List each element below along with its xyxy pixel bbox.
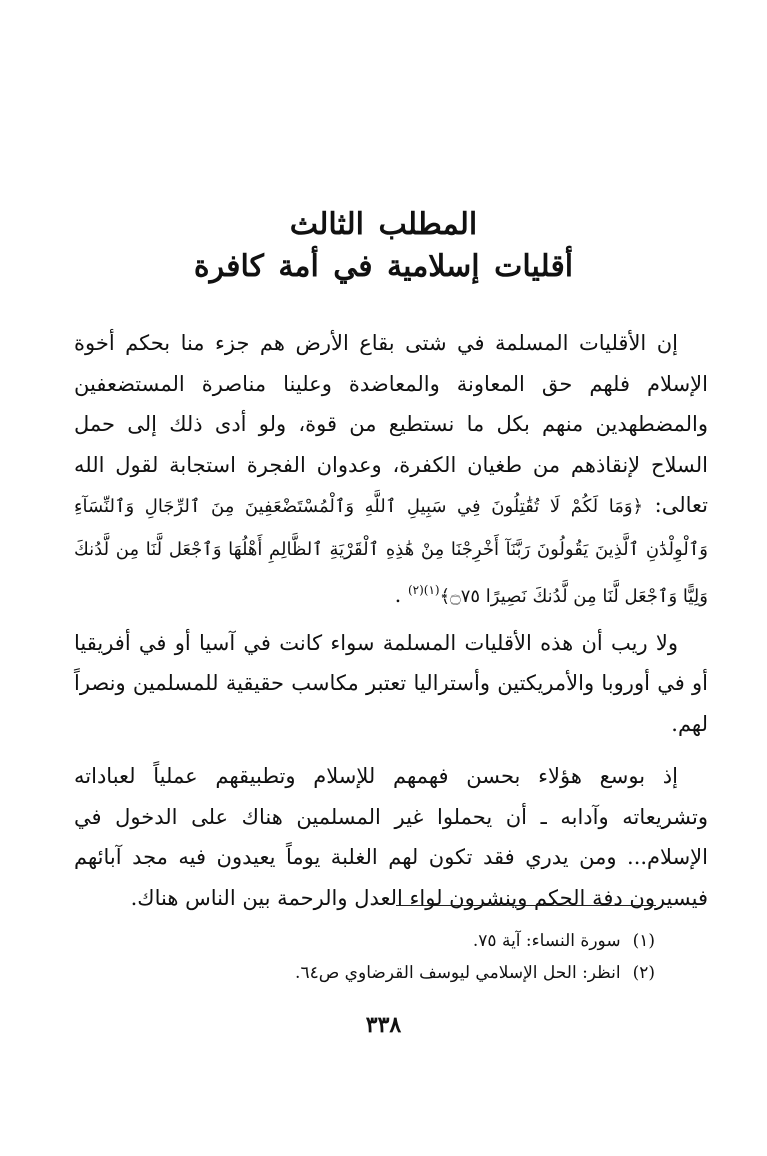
quran-open-bracket: ﴿ [632, 496, 644, 517]
quran-verse-text: وَمَا لَكُمْ لَا تُقَٰتِلُونَ فِي سَبِيلِ ٱللَّهِ وَٱلْمُسْتَضْعَفِينَ مِنَ ٱلرِّجَالِ وَٱلنِّسَآءِ وَٱلْوِلْدَٰنِ ٱلَّذِينَ يَقُولُونَ رَبَّنَآ أَخْرِجْنَا مِنْ هَٰذِهِ ٱلْقَرْيَةِ ٱلظَّالِمِ أَهْلُهَا وَٱجْعَل لَّنَا مِن لَّدُنكَ وَلِيًّا وَٱجْعَل لَّنَا مِن لَّدُنكَ نَصِيرًا [74, 496, 708, 607]
footnote-number: (٢) [632, 963, 655, 983]
paragraph-1 [74, 323, 708, 618]
ayah-number-marker: ۝٧٥ [450, 586, 481, 607]
footnote-text: سورة النساء: آية ٧٥. [472, 931, 621, 951]
paragraph-1-intro: إن الأقليات المسلمة في شتى بقاع الأرض هم جزء منا بحكم أخوة الإسلام فلهم حق المعاونة والمعاضدة وعلينا مناصرة المستضعفين والمضطهدين منهم بكل ما نستطيع من قوة، ولو أدى ذلك إلى حمل السلاح لإنقاذهم من طغيان الكفرة، وعدوان الفجرة استجابة لقول الله تعالى: [74, 331, 708, 517]
page-number: ٣٣٨ [365, 1012, 402, 1038]
paragraph-2: ولا ريب أن هذه الأقليات المسلمة سواء كانت في آسيا أو في أفريقيا أو في أوروبا والأمريكتين وأستراليا تعتبر مكاسب حقيقية للمسلمين ونصراً لهم. [74, 630, 708, 736]
footnote-number: (١) [632, 931, 655, 951]
section-heading: المطلب الثالث [289, 207, 478, 242]
paragraph-1-end: . [394, 583, 402, 607]
section-title: أقليات إسلامية في أمة كافرة [193, 249, 574, 284]
footnote-text: انظر: الحل الإسلامي ليوسف القرضاوي ص٦٤. [295, 963, 621, 983]
body-text [74, 323, 708, 918]
footnotes [215, 925, 655, 989]
quran-verse [74, 496, 708, 607]
footnote-2 [215, 957, 655, 989]
footnote-references: (١)(٢) [407, 583, 440, 597]
paragraph-3: إذ بوسع هؤلاء بحسن فهمهم للإسلام وتطبيقهم عملياً لعباداته وتشريعاته وآدابه ـ أن يحملوا غير المسلمين هناك على الدخول في الإسلام... ومن يدري فقد تكون لهم الغلبة يوماً يعيدون فيه مجد آبائهم فيسيرون دفة الحكم وينشرون لواء العدل والرحمة بين الناس هناك. [74, 764, 708, 910]
footnote-1 [215, 925, 655, 957]
footnote-divider [396, 905, 656, 906]
quran-close-bracket: ﴾ [439, 586, 451, 607]
